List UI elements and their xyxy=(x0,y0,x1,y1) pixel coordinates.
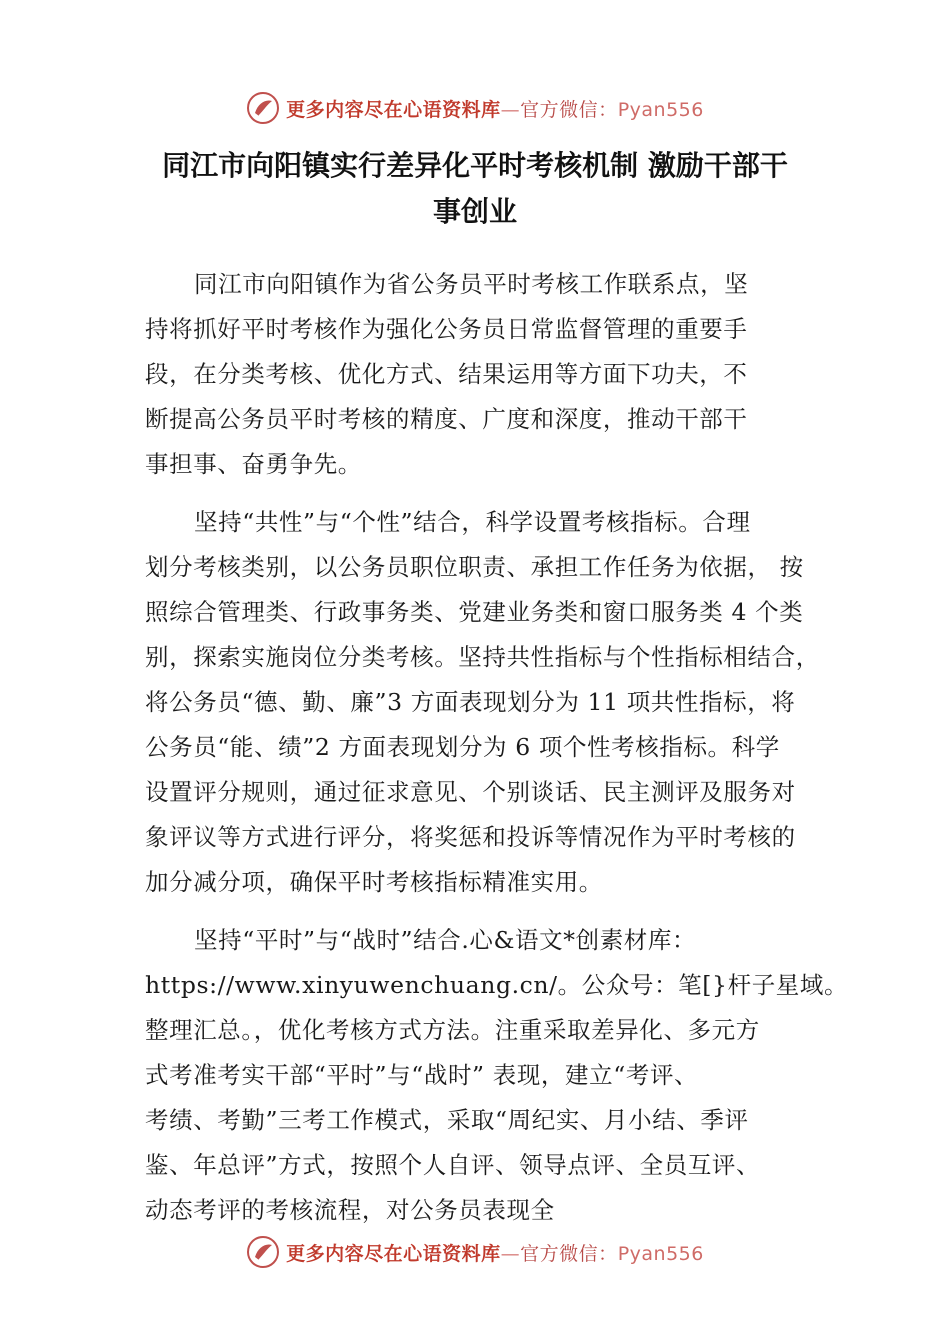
paragraph-3 xyxy=(145,918,849,1233)
header-wechat-label: 官方微信： xyxy=(520,98,618,121)
title-line-2: 事创业 xyxy=(432,195,517,228)
paragraph-line: 整理汇总。，优化考核方式方法。注重采取差异化、多元方 xyxy=(145,1016,760,1044)
header-banner-text xyxy=(286,95,704,122)
paragraph-line: 坚持“平时”与“战时”结合.心&语文*创素材库： xyxy=(194,926,697,954)
footer-separator: — xyxy=(500,1242,521,1265)
paragraph-line: 式考准考实干部“平时”与“战时” 表现，建立“考评、 xyxy=(145,1061,699,1089)
paragraph-line: 同江市向阳镇作为省公务员平时考核工作联系点，坚 xyxy=(194,270,749,298)
document-title xyxy=(150,143,800,235)
paragraph-line: 将公务员“德、勤、廉”3 方面表现划分为 11 项共性指标，将 xyxy=(145,688,796,716)
paragraph-line: 段，在分类考核、优化方式、结果运用等方面下功夫，不 xyxy=(145,360,748,388)
footer-brand: 更多内容尽在心语资料库 xyxy=(286,1242,501,1265)
paragraph-line: 照综合管理类、行政事务类、党建业务类和窗口服务类 4 个类 xyxy=(145,598,804,626)
footer-wechat-id: Pyan556 xyxy=(617,1242,704,1265)
paragraph-line: 鉴、年总评”方式，按照个人自评、领导点评、全员互评、 xyxy=(145,1151,761,1179)
paragraph-line: 考绩、考勤”三考工作模式，采取“周纪实、月小结、季评 xyxy=(145,1106,749,1134)
paragraph-line: 公务员“能、绩”2 方面表现划分为 6 项个性考核指标。科学 xyxy=(145,733,780,761)
paragraph-line: 持将抓好平时考核作为强化公务员日常监督管理的重要手 xyxy=(145,315,748,343)
paragraph-line: 加分减分项，确保平时考核指标精准实用。 xyxy=(145,868,603,896)
header-banner xyxy=(0,90,950,126)
paragraph-line: 事担事、奋勇争先。 xyxy=(145,450,362,478)
footer-wechat-label: 官方微信： xyxy=(520,1242,618,1265)
paragraph-line-url: https://www.xinyuwenchuang.cn/。公众号：笔[}杆子星域。 xyxy=(145,971,849,999)
paragraph-line: 划分考核类别，以公务员职位职责、承担工作任务为依据， 按 xyxy=(145,553,804,581)
paragraph-2 xyxy=(145,500,845,905)
title-line-1: 同江市向阳镇实行差异化平时考核机制 激励干部干 xyxy=(162,149,788,182)
paragraph-line: 象评议等方式进行评分，将奖惩和投诉等情况作为平时考核的 xyxy=(145,823,796,851)
paragraph-1 xyxy=(145,262,845,487)
header-brand: 更多内容尽在心语资料库 xyxy=(286,98,501,121)
document-body xyxy=(145,262,849,1233)
footer-banner-text xyxy=(286,1239,704,1266)
paragraph-line: 坚持“共性”与“个性”结合，科学设置考核指标。合理 xyxy=(194,508,751,536)
footer-banner xyxy=(0,1234,950,1270)
header-separator: — xyxy=(500,98,521,121)
paragraph-line: 别，探索实施岗位分类考核。坚持共性指标与个性指标相结合， xyxy=(145,643,820,671)
header-wechat-id: Pyan556 xyxy=(617,98,704,121)
brand-logo-icon xyxy=(246,91,280,125)
paragraph-line: 动态考评的考核流程，对公务员表现全 xyxy=(145,1196,555,1224)
paragraph-line: 设置评分规则，通过征求意见、个别谈话、民主测评及服务对 xyxy=(145,778,796,806)
paragraph-line: 断提高公务员平时考核的精度、广度和深度，推动干部干 xyxy=(145,405,748,433)
brand-logo-icon xyxy=(246,1235,280,1269)
